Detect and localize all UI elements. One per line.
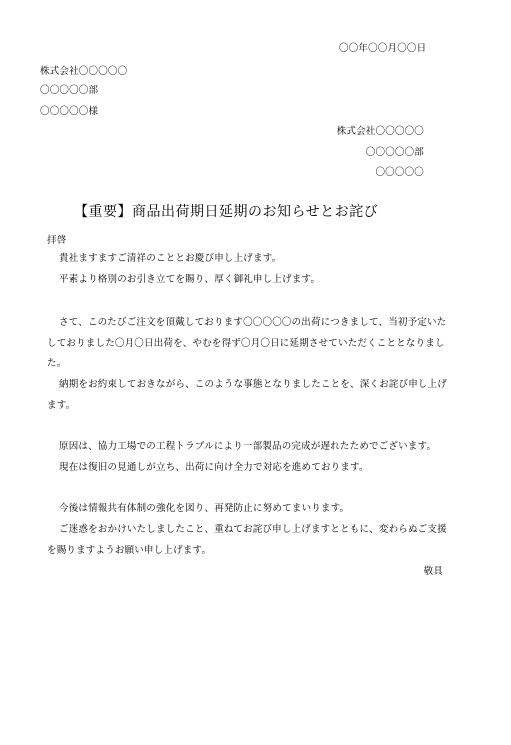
- body-line: しておりました〇月〇日出荷を、やむを得ず〇月〇日に延期させていただくこととなりまし: [47, 338, 445, 349]
- body-line: 今後は情報共有体制の強化を図り、再発防止に努めてまいります。: [59, 503, 350, 514]
- body-line: 原因は、協力工場での工程トラブルにより一部製品の完成が遅れたためでございます。: [59, 441, 437, 452]
- recipient-person: 〇〇〇〇〇様: [40, 106, 99, 117]
- greeting-line: 平素より格別のお引き立てを賜り、厚く御礼申し上げます。: [59, 274, 321, 285]
- sender-company: 株式会社〇〇〇〇〇: [336, 126, 424, 137]
- recipient-company: 株式会社〇〇〇〇〇: [40, 66, 128, 77]
- body-line: 納期をお約束しておきながら、このような事態となりましたことを、深くお詫び申し上げ: [59, 379, 448, 390]
- opening-word: 拝啓: [47, 235, 67, 246]
- recipient-department: 〇〇〇〇〇部: [40, 85, 99, 96]
- body-line: ご迷惑をおかけいたしましたこと、重ねてお詫び申し上げますとともに、変わらぬご支援: [59, 524, 447, 535]
- sender-person: 〇〇〇〇〇: [375, 167, 424, 178]
- body-line: を賜りますようお願い申し上げます。: [47, 545, 212, 556]
- body-line: さて、このたびご注文を頂戴しております〇〇〇〇〇の出荷につきまして、当初予定いた: [59, 317, 447, 328]
- sender-department: 〇〇〇〇〇部: [365, 147, 424, 158]
- closing-word: 敬具: [423, 566, 443, 577]
- body-line: た。: [47, 358, 67, 369]
- body-line: ます。: [47, 400, 76, 411]
- letter-date: 〇〇年〇〇月〇〇日: [339, 43, 427, 54]
- letter-title: 【重要】商品出荷期日延期のお知らせとお詫び: [74, 204, 379, 220]
- greeting-line: 貴社ますますご清祥のこととお慶び申し上げます。: [59, 253, 282, 264]
- body-line: 現在は復旧の見通しが立ち、出荷に向け全力で対応を進めております。: [59, 462, 369, 473]
